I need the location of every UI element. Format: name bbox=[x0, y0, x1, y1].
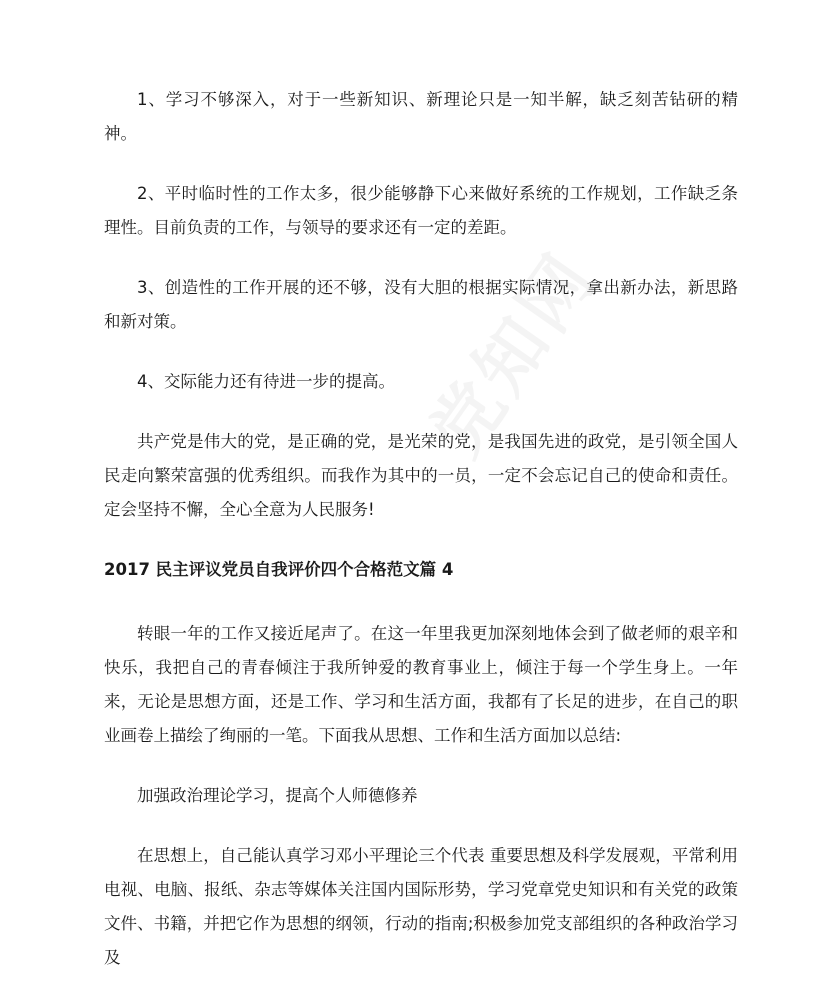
paragraph: 4、交际能力还有待进一步的提高。 bbox=[137, 372, 395, 391]
document-body bbox=[104, 83, 738, 1001]
paragraph: 3、创造性的工作开展的还不够，没有大胆的根据实际情况，拿出新办法，新思路和新对策。 bbox=[104, 278, 738, 331]
paragraph: 共产党是伟大的党，是正确的党，是光荣的党，是我国先进的政党，是引领全国人民走向繁荣富强的优秀组织。而我作为其中的一员，一定不会忘记自己的使命和责任。定会坚持不懈，全心全意为人民服务! bbox=[104, 432, 738, 519]
subheading-paragraph: 加强政治理论学习，提高个人师德修养 bbox=[137, 786, 418, 805]
paragraph: 1、学习不够深入，对于一些新知识、新理论只是一知半解，缺乏刻苦钻研的精神。 bbox=[104, 90, 738, 143]
paragraph: 转眼一年的工作又接近尾声了。在这一年里我更加深刻地体会到了做老师的艰辛和快乐，我把自己的青春倾注于我所钟爱的教育事业上，倾注于每一个学生身上。一年来，无论是思想方面，还是工作、学习和生活方面，我都有了长足的进步，在自己的职业画卷上描绘了绚丽的一笔。下面我从思想、工作和生活方面加以总结: bbox=[104, 624, 738, 745]
section-heading: 2017 民主评议党员自我评价四个合格范文篇 4 bbox=[104, 560, 454, 579]
paragraph: 在思想上，自己能认真学习邓小平理论三个代表 重要思想及科学发展观，平常利用电视、电脑、报纸、杂志等媒体关注国内国际形势，学习党章党史知识和有关党的政策文件、书籍，并把它作为思想的纲领，行动的指南;积极参加党支部组织的各种政治学习及 bbox=[104, 846, 738, 967]
paragraph: 2、平时临时性的工作太多，很少能够静下心来做好系统的工作规划，工作缺乏条理性。目前负责的工作，与领导的要求还有一定的差距。 bbox=[104, 184, 738, 237]
